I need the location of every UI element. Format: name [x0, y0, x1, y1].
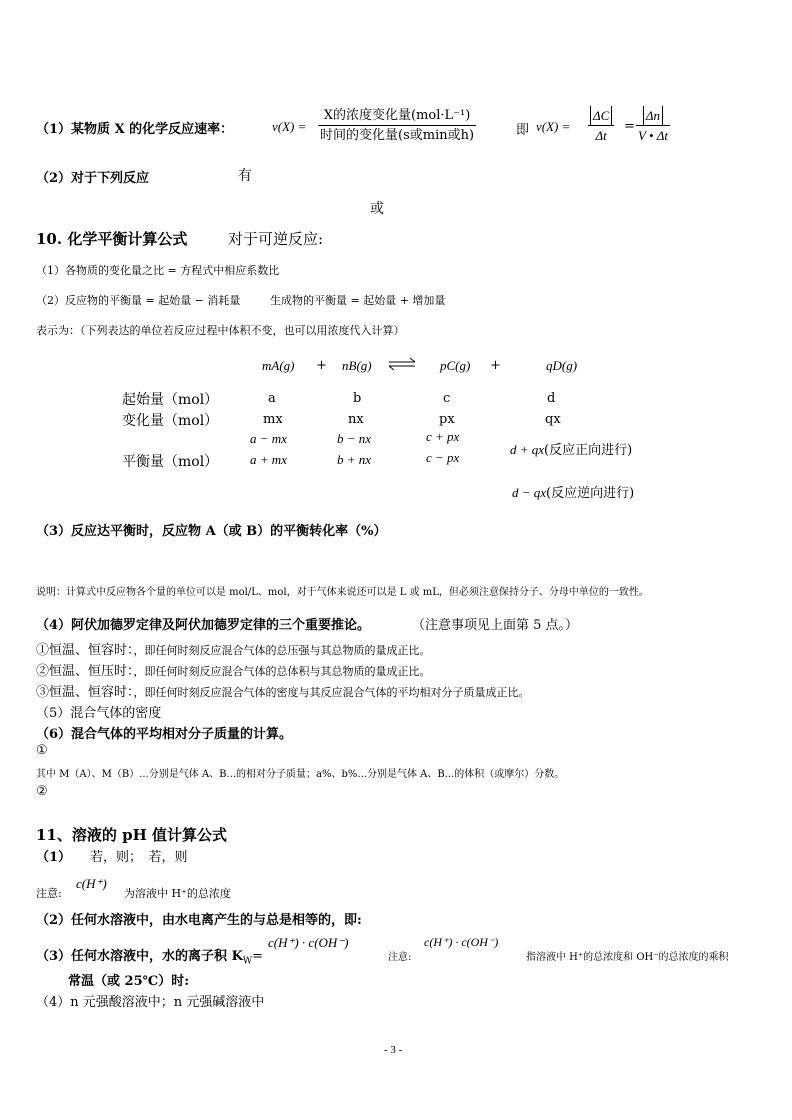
- reaction-a: mA(g): [262, 358, 295, 373]
- row-change-d: qx: [545, 412, 561, 427]
- section11-item4: （4）n 元强酸溶液中；n 元强碱溶液中: [36, 995, 265, 1010]
- row-eq-a2: a + mx: [250, 452, 287, 467]
- section10-title: 10. 化学平衡计算公式: [36, 230, 188, 248]
- section11-item1-label: （1）: [36, 850, 72, 865]
- row-start-a: a: [268, 391, 276, 406]
- rate-fraction: [318, 106, 476, 145]
- section11-item3: （3）任何水溶液中，水的离子积 $K_W=$: [36, 949, 264, 967]
- reaction-b: nB(g): [342, 358, 372, 373]
- room-temp: 常温（或 25℃）时:: [68, 974, 189, 989]
- section10-explain: 说明：计算式中反应物各个量的单位可以是 mol/L、mol，对于气体来说还可以是 L 或 mL，但必须注意保持分子、分母中单位的一致性。: [36, 587, 649, 598]
- row-eq-label: 平衡量（mol）: [122, 454, 219, 470]
- inference-1: ①恒温、恒容时：，即任何时刻反应混合气体的总压强与其总物质的量成正比。: [36, 643, 431, 658]
- row-eq-c1: c + px: [426, 429, 460, 444]
- rate-item1-label: （1）某物质 X 的化学反应速率：: [36, 122, 234, 137]
- section11-title: 11、溶液的 pH 值计算公式: [36, 826, 227, 844]
- inference-3: ③恒温、恒容时：，即任何时刻反应混合气体的密度与其反应混合气体的平均相对分子质量成正比。: [36, 685, 530, 700]
- section10-note: 表示为：（下列表达的单位若反应过程中体积不变，也可以用浓度代入计算）: [36, 324, 405, 337]
- rate-lhs: v(X) =: [272, 119, 307, 134]
- section11-note2-label: 注意:: [388, 952, 412, 963]
- reaction-plus-2: +: [490, 358, 501, 373]
- rate-ie: 即: [516, 123, 530, 138]
- row-change-a: mx: [263, 412, 283, 427]
- rate-huo: 或: [370, 201, 384, 217]
- rate-delta-fraction-2: [636, 106, 670, 145]
- section11-item2: （2）任何水溶液中，由水电离产生的与总是相等的，即:: [36, 913, 362, 928]
- rate-item2-label: （2）对于下列反应: [36, 171, 150, 186]
- section11-note-text: 为溶液中 H⁺的总浓度: [124, 887, 231, 900]
- section10-item2b: 生成物的平衡量 = 起始量 + 增加量: [270, 294, 446, 307]
- circle-2: ②: [36, 784, 48, 799]
- note2-expr: c(H⁺) · c(OH⁻): [424, 935, 499, 949]
- delta-n: Δn: [643, 106, 663, 125]
- row-eq-d-reverse: d − qx(反应逆向进行): [512, 485, 635, 501]
- section11-item1-text: 若，则； 若，则: [90, 850, 188, 865]
- rate-denominator: 时间的变化量(s或min或h): [320, 128, 475, 143]
- row-eq-b1: b − nx: [337, 431, 372, 446]
- section10-item4: （4）阿伏加德罗定律及阿伏加德罗定律的三个重要推论。: [36, 618, 371, 633]
- delta-c: ΔC: [590, 106, 612, 125]
- section11-note-label: 注意:: [36, 887, 62, 900]
- section10-subtitle: 对于可逆反应:: [228, 230, 324, 248]
- section10-item1: （1）各物质的变化量之比 = 方程式中相应系数比: [36, 264, 280, 277]
- reaction-plus-1: +: [316, 358, 327, 373]
- row-start-label: 起始量（mol）: [122, 392, 219, 408]
- page-number: - 3 -: [384, 1044, 403, 1056]
- equilibrium-arrow-icon: [388, 356, 416, 370]
- rate-eq: =: [624, 119, 635, 134]
- row-eq-a1: a − mx: [250, 431, 287, 446]
- circle-1: ①: [36, 743, 48, 758]
- row-change-c: px: [439, 412, 455, 427]
- delta-t: Δt: [595, 128, 607, 143]
- mol-explain: 其中 M（A）、M（B）...分别是气体 A、B...的相对分子质量；a%、b%...分别是气体 A、B...的体积（或摩尔）分数。: [36, 769, 565, 780]
- row-change-b: nx: [348, 412, 364, 427]
- section11-note2-text: 指溶液中 H⁺的总浓度和 OH⁻的总浓度的乘积: [526, 952, 729, 963]
- section10-item2a: （2）反应物的平衡量 = 起始量 − 消耗量: [36, 294, 241, 307]
- section10-item5: （5）混合气体的密度: [36, 706, 162, 721]
- row-eq-d-forward: d + qx(反应正向进行): [510, 442, 633, 458]
- rate-delta-fraction-1: [588, 106, 614, 145]
- section10-item4-note: （注意事项见上面第 5 点。）: [412, 618, 579, 633]
- reaction-c: pC(g): [440, 358, 471, 373]
- rate-you: 有: [238, 168, 252, 184]
- row-start-d: d: [547, 391, 556, 406]
- rate-vx2: ν(X) =: [536, 119, 571, 134]
- inference-2: ②恒温、恒压时：，即任何时刻反应混合气体的总体积与其总物质的量成正比。: [36, 664, 431, 679]
- row-start-c: c: [443, 391, 451, 406]
- row-change-label: 变化量（mol）: [122, 413, 219, 429]
- kw-expr: c(H⁺) · c(OH⁻): [268, 935, 349, 950]
- section10-item6: （6）混合气体的平均相对分子质量的计算。: [36, 727, 293, 742]
- rate-numerator: X的浓度变化量(mol·L⁻¹): [318, 106, 476, 126]
- row-eq-b2: b + nx: [337, 452, 372, 467]
- row-start-b: b: [353, 391, 362, 406]
- c-h-expr: c(H⁺): [76, 876, 107, 891]
- reaction-d: qD(g): [546, 358, 578, 373]
- section10-item3: （3）反应达平衡时，反应物 A（或 B）的平衡转化率（%）: [36, 524, 387, 539]
- v-delta-t: V • Δt: [638, 128, 668, 143]
- row-eq-c2: c − px: [426, 450, 460, 465]
